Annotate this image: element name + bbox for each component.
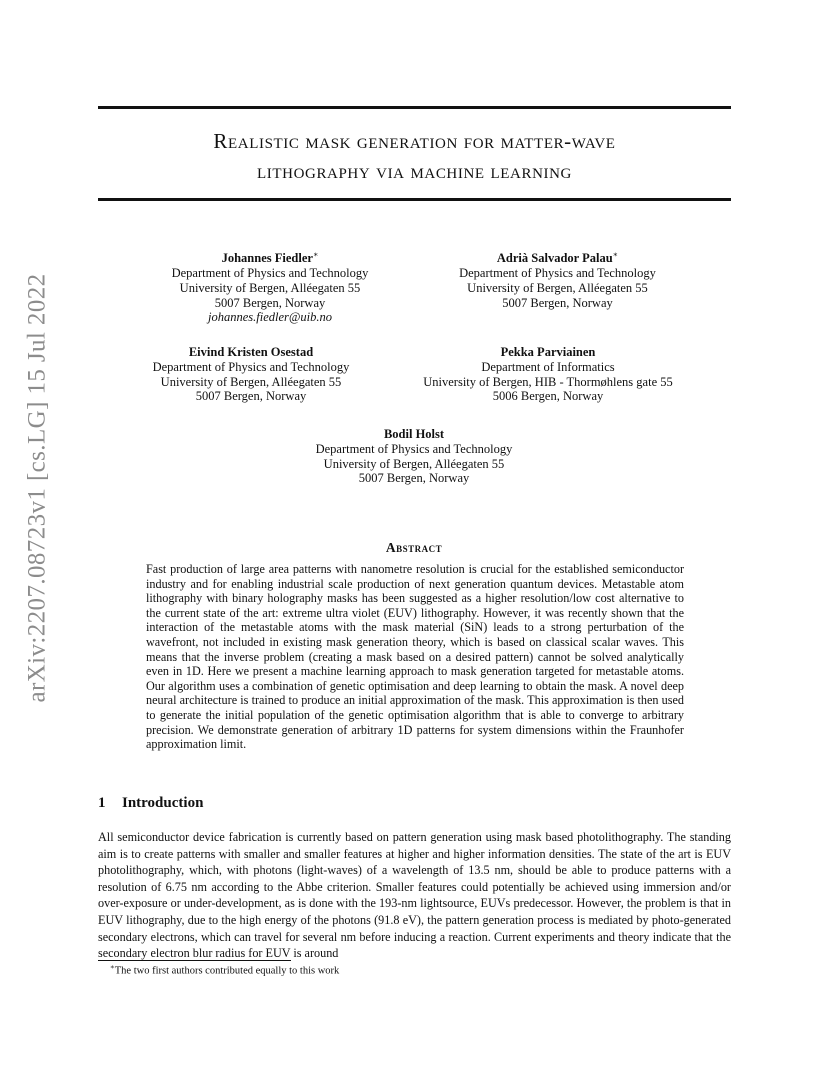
author-block-osestad [120, 345, 382, 404]
author-name: Eivind Kristen Osestad [188, 345, 314, 359]
arxiv-identifier-stamp [24, 273, 52, 703]
section-title: Introduction [122, 795, 204, 811]
footnote-text: The two first authors contributed equally to this work [114, 965, 340, 977]
footnote-mark: ∗ [110, 963, 115, 971]
author-university: University of Bergen, HIB - Thormøhlens gate 55 [423, 374, 673, 389]
author-city: 5006 Bergen, Norway [492, 389, 604, 404]
author-university: University of Bergen, Alléegaten 55 [160, 374, 342, 389]
author-block-holst [284, 427, 544, 486]
author-department: Department of Informatics [481, 359, 615, 374]
section-number: 1 [98, 795, 106, 811]
author-email: johannes.fiedler@uib.no [208, 310, 332, 325]
author-name: Johannes Fiedler∗ [221, 250, 319, 266]
author-city: 5007 Bergen, Norway [214, 295, 326, 310]
author-block-salvador-palau [420, 248, 695, 310]
section-heading [98, 795, 203, 812]
author-department: Department of Physics and Technology [315, 441, 513, 456]
author-university: University of Bergen, Alléegaten 55 [179, 280, 361, 295]
author-department: Department of Physics and Technology [171, 265, 369, 280]
paper-title [98, 126, 731, 186]
author-city: 5007 Bergen, Norway [502, 295, 613, 310]
abstract-text: Fast production of large area patterns with nanometre resolution is crucial for the established semiconductor industry and for enabling industrial scale production of next generation quantum devices. Metastable atom lithography with binary holography masks has been suggested as a higher resolution/low cost alternative to the current state of the art: extreme ultra violet (EUV) lithography. However, it was recently shown that the interaction of the metastable atoms with the mask material (SiN) leads to a strong perturbation of the wavefront, not included in existing mask generation theory, which is based on classical scalar waves. This means that the inverse problem (creating a mask based on a desired pattern) cannot be solved analytically even in 1D. Here we present a machine learning approach to mask generation targeted for metastable atoms. Our algorithm uses a combination of genetic optimisation and deep learning to obtain the mask. A novel deep neural architecture is trained to produce an initial approximation of the mask. This approximation is then used to generate the initial population of the genetic optimisation algorithm that is able to converge to arbitrary precision. We demonstrate generation of arbitrary 1D patterns for system dimensions within the Fraunhofer approximation limit. [146, 562, 684, 752]
author-city: 5007 Bergen, Norway [195, 389, 307, 404]
author-department: Department of Physics and Technology [459, 265, 656, 280]
footnote [110, 963, 339, 977]
author-name: Pekka Parviainen [500, 345, 596, 359]
author-name: Adrià Salvador Palau∗ [496, 250, 619, 266]
author-department: Department of Physics and Technology [152, 359, 350, 374]
footnote-rule [98, 960, 291, 961]
title-bottom-rule [98, 198, 731, 201]
author-university: University of Bergen, Alléegaten 55 [323, 456, 505, 471]
equal-contribution-mark: ∗ [612, 250, 619, 259]
author-block-fiedler [140, 248, 400, 325]
equal-contribution-mark: ∗ [312, 250, 319, 259]
author-name: Bodil Holst [383, 427, 445, 441]
abstract-heading: Abstract [385, 540, 443, 555]
title-top-rule [98, 106, 731, 109]
introduction-text: All semiconductor device fabrication is currently based on pattern generation using mask based photolithography. The standing aim is to create patterns with smaller and smaller features at higher and higher information densities. The state of the art is EUV photolithography, which, with photons (light-waves) of a wavelength of 13.5 nm, should be able to produce patterns with a resolution of 6.75 nm according to the Abbe criterion. Smaller features could potentially be achieved using immersion and/or over-exposure or under-development, as is done with the 193-nm lightsource, EUVs predecessor. However, the problem is that in EUV lithography, due to the high energy of the photons (91.8 eV), the pattern generation process is mediated by photo-generated secondary electrons, which can travel for several nm before inducing a reaction. Current experiments and theory indicate that the secondary electron blur radius for EUV is around [98, 830, 731, 961]
author-university: University of Bergen, Alléegaten 55 [467, 280, 648, 295]
arxiv-identifier-text: arXiv:2207.08723v1 [cs.LG] 15 Jul 2022 [24, 273, 52, 703]
author-block-parviainen [398, 345, 698, 404]
paper-title-line-2: lithography via machine learning [257, 159, 572, 183]
paper-title-line-1: Realistic mask generation for matter-wave [213, 129, 616, 153]
author-city: 5007 Bergen, Norway [358, 471, 470, 486]
